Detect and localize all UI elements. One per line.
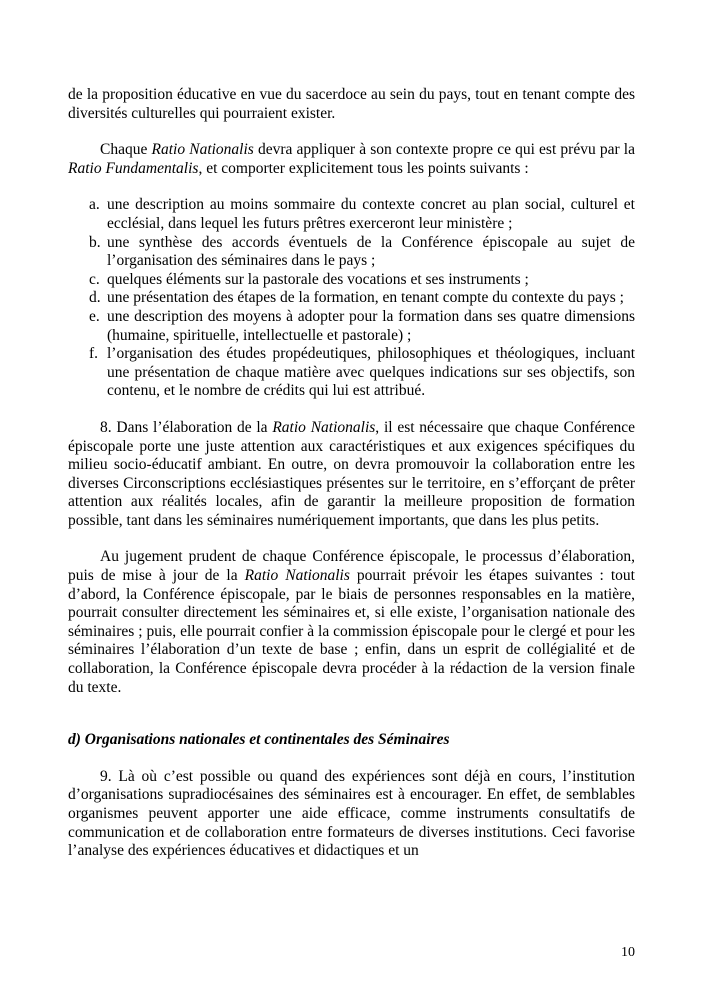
list-item (68, 289, 635, 308)
para8-text-1: 8. Dans l’élaboration de la (100, 418, 273, 436)
list-item (68, 345, 635, 401)
section-subheading: d) Organisations nationales et continentales des Séminaires (68, 731, 450, 749)
list-item-text: une description au moins sommaire du contexte concret au plan social, culturel et ecclésial, dans lequel les futurs prêtres exerceront leur ministère ; (107, 196, 635, 232)
para1-text-2: devra appliquer à son contexte propre ce qui est prévu par la (253, 141, 635, 159)
list-item-text: quelques éléments sur la pastorale des vocations et ses instruments ; (107, 270, 529, 288)
list-item-text: une présentation des étapes de la formation, en tenant compte du contexte du pays ; (107, 289, 624, 307)
list-marker: d. (89, 289, 101, 307)
jugement-text-1: Au jugement prudent de chaque Conférence épiscopale, le processus d’élaboration, puis de mise à jour de la (68, 548, 635, 585)
list-marker: f. (89, 345, 99, 363)
paragraph-ratio-nationalis-contents (68, 141, 635, 178)
para1-text-3: , et comporter explicitement tous les points suivants : (198, 159, 529, 177)
list-item (68, 308, 635, 345)
jugement-text-2: pourrait prévoir les étapes suivantes : tout d’abord, la Conférence épiscopale, par le biais de personnes responsables en la matière, pourrait consulter directement les séminaires et, si elle existe, l’organisation nationale des séminaires ; puis, elle pourrait confier à la commission épiscopale pour le clergé et pour les séminaires l’élaboration d’un texte de base ; enfin, dans un esprit de collégialité et de collaboration, la Conférence épiscopale devra procéder à la rédaction de la version finale du texte. (68, 567, 635, 696)
list-item (68, 271, 635, 290)
list-item (68, 234, 635, 271)
list-item-text: une description des moyens à adopter pour la formation dans ses quatre dimensions (humaine, spirituelle, intellectuelle et pastorale) ; (107, 307, 635, 344)
jugement-italic-1: Ratio Nationalis (244, 567, 350, 585)
list-marker: e. (89, 307, 100, 325)
paragraph-continued: de la proposition éducative en vue du sacerdoce au sein du pays, tout en tenant compte des diversités culturelles qui pourraient exister. (68, 86, 635, 122)
list-marker: a. (89, 196, 100, 214)
page-body (68, 86, 635, 861)
paragraph-jugement (68, 548, 635, 697)
paragraph-8 (68, 419, 635, 531)
paragraph-9: 9. Là où c’est possible ou quand des expériences sont déjà en cours, l’institution d’organisations supradiocésaines des séminaires est à encourager. En effet, de semblables organismes peuvent apporter une aide efficace, comme instruments consultatifs de communication et de collaboration entre formateurs de diverses institutions. Ceci favorise l’analyse des expériences éducatives et didactiques et un (68, 767, 635, 860)
para8-italic-1: Ratio Nationalis (272, 418, 376, 436)
points-list (68, 196, 635, 401)
page-number: 10 (621, 945, 635, 960)
list-item-text: l’organisation des études propédeutiques, philosophiques et théologiques, incluant une présentation de chaque matière avec quelques indications sur ses objectifs, son contenu, et le nombre de crédits qui lui est attribué. (107, 345, 635, 400)
para1-italic-2: Ratio Fundamentalis (68, 159, 199, 177)
list-marker: c. (89, 270, 100, 288)
list-item (68, 196, 635, 233)
list-item-text: une synthèse des accords éventuels de la Conférence épiscopale au sujet de l’organisation des séminaires dans le pays ; (107, 233, 635, 270)
list-marker: b. (89, 233, 101, 251)
para1-italic-1: Ratio Nationalis (151, 141, 254, 159)
para1-text-1: Chaque (100, 141, 152, 159)
para8-text-2: , il est nécessaire que chaque Conférence épiscopale porte une juste attention aux caractéristiques et aux exigences spécifiques du milieu socio-éducatif ambiant. En outre, on devra promouvoir la collaboration entre les diverses Circonscriptions ecclésiastiques présentes sur le territoire, en s’efforçant de prêter attention aux réalités locales, afin de garantir la meilleure proposition de formation possible, tant dans les séminaires numériquement importants, que dans les plus petits. (68, 418, 635, 529)
